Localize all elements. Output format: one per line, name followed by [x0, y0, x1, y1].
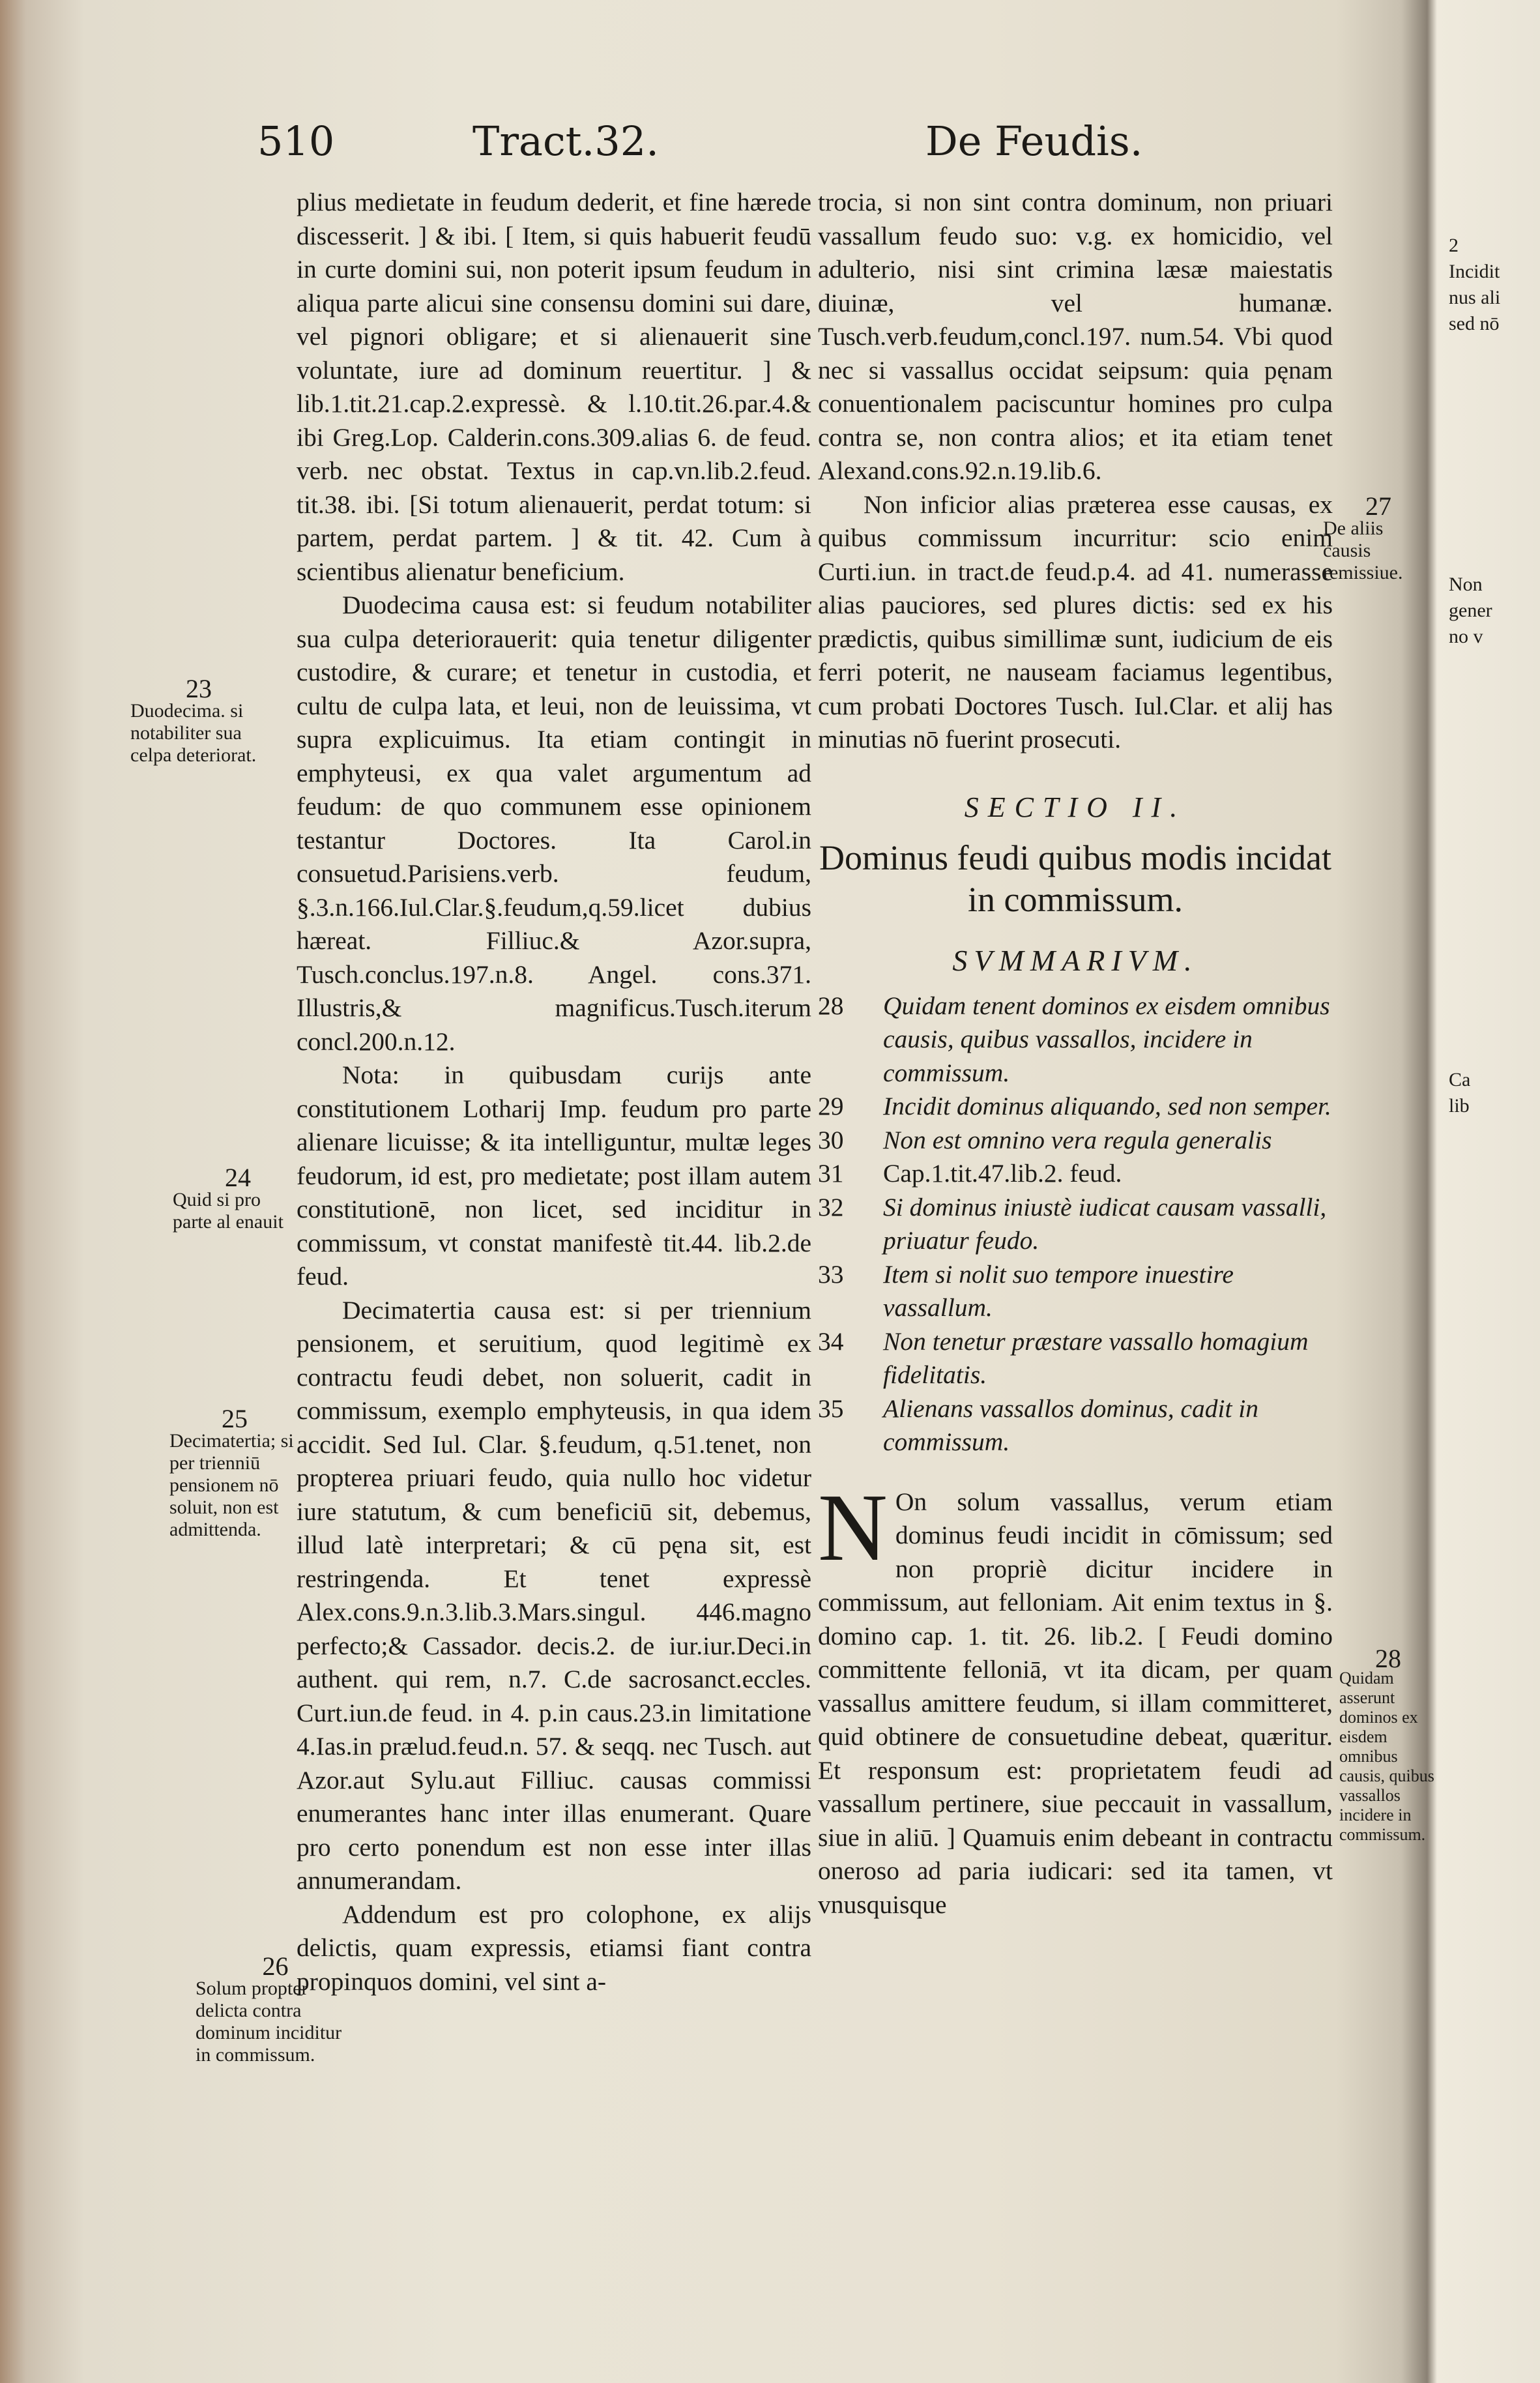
fragment: lib [1449, 1095, 1470, 1117]
summary-number: 32 [818, 1192, 844, 1221]
margin-note-25 [169, 1404, 300, 1541]
page-header [0, 117, 1434, 189]
summary-number: 33 [818, 1259, 844, 1289]
paragraph: Addendum est pro colophone, ex alijs delictis, quam expressis, etiamsi fiant contra propinquos domini, vel sint a- [297, 1899, 811, 1996]
summary-item [818, 1124, 1333, 1158]
section-title: SECTIO II. [964, 791, 1187, 823]
summary-item [818, 1090, 1333, 1124]
paragraph: Decimatertia causa est: si per triennium pensionem, et seruitium, quod legitimè ex contractu feudi debet, non soluerit, cadit in commissum, exemplo emphyteusis, in qua idem accidit. Sed Iul. Clar. §.feudum, q.51.tenet, non propterea priuari feudo, quia nullo hoc videtur iure statutum, & cum beneficiū sit, debemus, illud latè interpretari; & cū pęna sit, est restringenda. Et tenet expressè Alex.cons.9.n.3.lib.3.Mars.singul. 446.magno perfecto;& Cassador. decis.2. de iur.iur.Deci.in authent. qui rem, n.7. C.de sacrosanct.eccles. Curt.iun.de feud. in 4. p.in caus.23.in limitatione 4.Ias.in prælud.feud.n. 57. & seqq. nec Tusch. aut Azor.aut Sylu.aut Filliuc. causas commissi enumerantes hanc inter illas enumerant. Quare pro certo ponendum est non esse inter illas annumerandam. [297, 1295, 811, 1895]
margin-number: 26 [262, 1952, 289, 1981]
paragraph: Duodecima causa est: si feudum notabiliter sua culpa deteriorauerit: quia tenetur diligenter custodire, & curare; et tenetur in custodia, et cultu de culpa lata, et leui, non de leuissima, vt supra explicuimus. Ita etiam contingit in emphyteusi, ex qua valet argumentum ad feudum: de quo communem esse opinionem testantur Doctores. Ita Carol.in consuetud.Parisiens.verb. feudum, §.3.n.166.Iul.Clar.§.feudum,q.59.licet dubius hæreat. Filliuc.& Azor.supra, Tusch.conclus.197.n.8. Angel. cons.371. Illustris,& magnificus.Tusch.iterum concl.200.n.12. [297, 591, 811, 1056]
summary-number: 34 [818, 1326, 844, 1356]
summary-text: Cap.1.tit.47.lib.2. feud. [883, 1159, 1122, 1188]
margin-text: Quid si pro parte al enauit [173, 1189, 283, 1233]
summary-item [818, 1157, 1333, 1191]
fragment: Ca [1449, 1069, 1471, 1090]
summary-item [818, 1392, 1333, 1459]
summary-title: SVMMARIVM. [952, 944, 1199, 977]
margin-number: 25 [222, 1404, 248, 1433]
fragment: nus ali [1449, 287, 1501, 308]
page-number: 510 [257, 117, 335, 165]
summary-item [818, 989, 1333, 1090]
fragment: gener [1449, 600, 1492, 621]
margin-note-27 [1323, 491, 1434, 584]
margin-note-28 [1339, 1644, 1437, 1845]
margin-text: Quidam asserunt dominos ex eisdem omnibus causis, quibus vassallos incidere in commissum. [1339, 1669, 1434, 1844]
summary-item [818, 1325, 1333, 1392]
margin-note-26 [196, 1952, 355, 2066]
drop-capital: N [818, 1474, 888, 1581]
fragment: 2 [1449, 235, 1459, 256]
margin-text: De aliis causis remissiue. [1323, 518, 1403, 583]
margin-text: Duodecima. si notabiliter sua celpa deteriorat. [130, 700, 257, 766]
summary-number: 35 [818, 1394, 844, 1423]
section-heading: Dominus feudi quibus modis incidat in commissum. [819, 838, 1331, 919]
running-title-right: De Feudis. [925, 117, 1143, 165]
summary-text: Alienans vassallos dominus, cadit in commissum. [883, 1394, 1259, 1456]
summary-text: Non tenetur præstare vassallo homagium fidelitatis. [883, 1326, 1309, 1389]
fragment: no v [1449, 626, 1483, 647]
paragraph: Nota: in quibusdam curijs ante constitutionem Lotharij Imp. feudum pro parte alienare licuisse; & ita intelliguntur, multæ leges feudorum, id est, pro medietate; post illam autem constitutionē, non licet, sed inciditur in commissum, vt constat manifestè tit.44. lib.2.de feud. [297, 1060, 811, 1291]
section-body-text: On solum vassallus, verum etiam dominus feudi incidit in cōmissum; sed non propriè dicitur incidere in commissum, aut felloniam. Ait enim textus in §. domino cap. 1. tit. 26. lib.2. [ Feudi domino committente felloniā, vt ita dicam, per quam vassallus amittere feudum, si illam committeret, quid obtinere de consuetudine debeat, quæritur. Et responsum est: proprietatem feudi ad vassallum pertinere, siue peccauit in vassallum, siue in aliū. ] Quamuis enim debeant in contractu oneroso ad paria iudicari: sed ita tamen, vt vnusquisque [818, 1487, 1333, 1919]
paragraph: plius medietate in feudum dederit, et fine hærede discesserit. ] & ibi. [ Item, si quis habuerit feudū in curte domini sui, non poterit ipsum feudum in aliqua parte alicui sine consensu domini sui dare, vel pignori obligare; et si alienauerit sine voluntate, iure ad dominum reuertitur. ] & lib.1.tit.21.cap.2.expressè. & l.10.tit.26.par.4.& ibi Greg.Lop. Calderin.cons.309.alias 6. de feud. verb. nec obstat. Textus in cap.vn.lib.2.feud. tit.38. ibi. [Si totum alienauerit, perdat totum: si partem, perdat partem. ] & tit. 42. Cum à scientibus alienatur beneficium. [297, 188, 811, 586]
summary-text: Quidam tenent dominos ex eisdem omnibus causis, quibus vassallos, incidere in commissum. [883, 991, 1330, 1087]
facing-page-edge [1437, 0, 1540, 2383]
margin-number: 28 [1375, 1644, 1401, 1673]
right-column [818, 186, 1333, 1922]
summary-text: Item si nolit suo tempore inuestire vassallum. [883, 1259, 1234, 1322]
margin-note-23 [130, 674, 267, 767]
fragment: sed nō [1449, 313, 1500, 334]
summary-number: 30 [818, 1125, 844, 1154]
paragraph: trocia, si non sint contra dominum, non priuari vassallum feudo suo: v.g. ex homicidio, vel adulterio, nisi sint crimina læsæ maiestatis diuinæ, vel humanæ. Tusch.verb.feudum,concl.197. num.54. Vbi quod nec si vassallus occidat seipsum: quia pęnam conuentionalem paciscuntur homines pro culpa contra se, non contra alios; et ita etiam tenet Alexand.cons.92.n.19.lib.6. [818, 188, 1333, 485]
paragraph: Non inficior alias præterea esse causas, ex quibus commissum incurritur: scio enim Curti.iun. in tract.de feud.p.4. ad 41. numerasse alias pauciores, sed plures dictis: sed ex his prædictis, quibus simillimæ sunt, iudicium de eis ferri poterit, ne nauseam faciamus legentibus, cum probati Doctores Tusch. Iul.Clar. et alij has minutias nō fuerint prosecuti. [818, 490, 1333, 753]
running-title-left: Tract.32. [472, 117, 659, 165]
section-body [818, 1474, 1333, 1922]
summary-item [818, 1258, 1333, 1325]
margin-text: Solum propter delicta contra dominum inciditur in commissum. [196, 1978, 342, 2066]
fragment: Incidit [1449, 261, 1500, 282]
margin-text: Decimatertia; si per trienniū pensionem nō soluit, non est admittenda. [169, 1430, 294, 1540]
summary-text: Incidit dominus aliquando, sed non semper. [883, 1092, 1331, 1120]
summary-item [818, 1191, 1333, 1258]
summary-text: Si dominus iniustè iudicat causam vassalli, priuatur feudo. [883, 1192, 1327, 1255]
margin-note-24 [173, 1163, 303, 1233]
fragment: Non [1449, 574, 1483, 595]
summary-number: 29 [818, 1092, 844, 1120]
margin-number: 24 [225, 1163, 251, 1192]
left-column [297, 186, 811, 1998]
summary-number: 28 [818, 991, 844, 1020]
summary-text: Non est omnino vera regula generalis [883, 1125, 1272, 1154]
margin-number: 27 [1365, 491, 1391, 521]
summary-number: 31 [818, 1159, 844, 1188]
margin-number: 23 [186, 674, 212, 703]
